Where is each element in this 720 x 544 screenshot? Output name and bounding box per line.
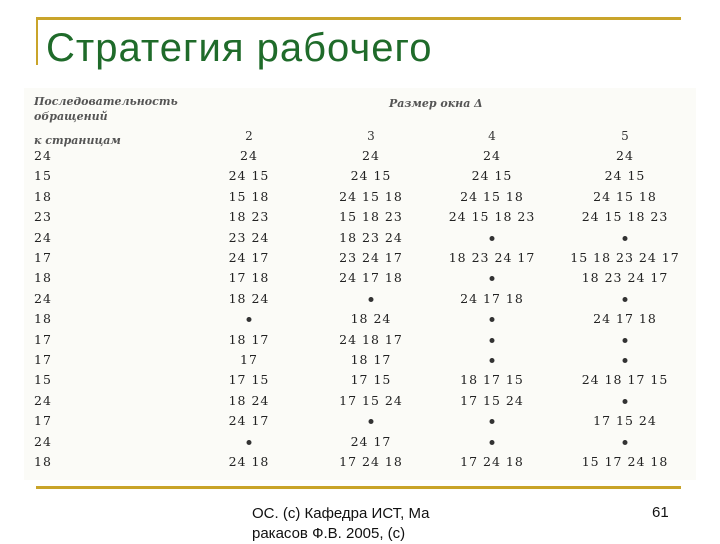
working-set-cell: 18 23 bbox=[228, 209, 270, 225]
reference-page: 15 bbox=[34, 372, 52, 388]
working-set-cell: 24 17 bbox=[350, 433, 392, 449]
reference-page: 23 bbox=[34, 209, 52, 225]
unchanged-dot bbox=[490, 440, 495, 445]
row-header-line-2: обращений bbox=[34, 110, 108, 123]
working-set-cell: 17 15 bbox=[228, 372, 270, 388]
working-set-cell: 18 23 24 17 bbox=[448, 250, 536, 265]
unchanged-dot bbox=[623, 338, 628, 343]
working-set-cell: 24 15 bbox=[604, 168, 646, 184]
unchanged-dot bbox=[490, 276, 495, 281]
reference-page: 24 bbox=[34, 290, 52, 306]
row-header-line-1: Последовательность bbox=[34, 95, 178, 108]
reference-page: 18 bbox=[34, 454, 52, 469]
reference-page: 17 bbox=[34, 250, 52, 265]
unchanged-dot bbox=[490, 419, 495, 424]
working-set-cell: 17 15 24 bbox=[460, 392, 524, 408]
left-rule bbox=[36, 17, 38, 65]
working-set-cell: 24 bbox=[483, 148, 501, 163]
working-set-cell: 24 bbox=[362, 148, 380, 163]
column-header: 4 bbox=[488, 129, 496, 143]
working-set-cell: 17 bbox=[240, 352, 258, 367]
unchanged-dot bbox=[247, 317, 252, 322]
working-set-cell: 17 15 24 bbox=[339, 392, 403, 408]
working-set-cell: 24 17 bbox=[228, 413, 270, 429]
unchanged-dot bbox=[490, 236, 495, 241]
working-set-cell: 24 18 bbox=[228, 454, 270, 469]
working-set-cell: 18 17 bbox=[228, 331, 270, 347]
working-set-cell: 18 24 bbox=[228, 392, 270, 408]
working-set-cell: 17 15 24 bbox=[593, 413, 657, 429]
working-set-cell: 24 17 18 bbox=[460, 290, 524, 306]
working-set-cell: 15 18 23 24 17 bbox=[570, 250, 680, 265]
working-set-cell: 17 24 18 bbox=[339, 454, 403, 469]
reference-page: 17 bbox=[34, 413, 52, 429]
unchanged-dot bbox=[623, 399, 628, 404]
row-header bbox=[34, 94, 178, 148]
working-set-cell: 18 24 bbox=[228, 290, 270, 306]
working-set-cell: 18 17 bbox=[350, 352, 392, 367]
reference-page: 24 bbox=[34, 148, 52, 163]
unchanged-dot bbox=[247, 440, 252, 445]
working-set-cell: 17 18 bbox=[228, 270, 270, 286]
working-set-cell: 23 24 17 bbox=[339, 250, 403, 265]
window-size-header: Размер окна Δ bbox=[389, 97, 483, 110]
reference-page: 24 bbox=[34, 392, 52, 408]
reference-page: 15 bbox=[34, 168, 52, 184]
working-set-cell: 24 18 17 15 bbox=[581, 372, 669, 388]
working-set-cell: 24 15 bbox=[471, 168, 513, 184]
reference-page: 18 bbox=[34, 270, 52, 286]
working-set-cell: 17 24 18 bbox=[460, 454, 524, 469]
reference-page: 17 bbox=[34, 331, 52, 347]
reference-page: 24 bbox=[34, 229, 52, 245]
unchanged-dot bbox=[623, 358, 628, 363]
unchanged-dot bbox=[369, 297, 374, 302]
working-set-cell: 24 18 17 bbox=[339, 331, 403, 347]
slide-title: Стратегия рабочего bbox=[46, 26, 433, 70]
working-set-cell: 18 23 24 17 bbox=[581, 270, 669, 286]
unchanged-dot bbox=[623, 236, 628, 241]
column-header: 2 bbox=[245, 129, 253, 143]
unchanged-dot bbox=[623, 440, 628, 445]
reference-page: 24 bbox=[34, 433, 52, 449]
footer-text: ОС. (с) Кафедра ИСТ, Ма ракасов Ф.В. 2005, (с) bbox=[252, 505, 430, 542]
working-set-cell: 24 bbox=[240, 148, 258, 163]
reference-page: 17 bbox=[34, 352, 52, 367]
working-set-cell: 18 17 15 bbox=[460, 372, 524, 388]
top-rule bbox=[36, 17, 681, 20]
working-set-cell: 24 17 bbox=[228, 250, 270, 265]
working-set-cell: 15 18 23 bbox=[339, 209, 403, 225]
working-set-cell: 18 23 24 bbox=[339, 229, 403, 245]
working-set-cell: 15 18 bbox=[228, 188, 270, 204]
working-set-cell: 24 15 18 bbox=[460, 188, 524, 204]
unchanged-dot bbox=[490, 338, 495, 343]
working-set-cell: 24 15 18 23 bbox=[448, 209, 536, 225]
page-number: 61 bbox=[652, 504, 669, 521]
working-set-cell: 24 15 18 23 bbox=[581, 209, 669, 225]
unchanged-dot bbox=[490, 317, 495, 322]
working-set-cell: 24 15 bbox=[228, 168, 270, 184]
unchanged-dot bbox=[623, 297, 628, 302]
scanned-table bbox=[24, 88, 696, 480]
bottom-rule bbox=[36, 486, 681, 489]
working-set-cell: 15 17 24 18 bbox=[581, 454, 669, 469]
row-header-line-3: к страницам bbox=[34, 134, 121, 147]
working-set-cell: 24 17 18 bbox=[339, 270, 403, 286]
working-set-cell: 23 24 bbox=[228, 229, 270, 245]
column-header: 3 bbox=[367, 129, 375, 143]
unchanged-dot bbox=[490, 358, 495, 363]
column-header: 5 bbox=[621, 129, 629, 143]
reference-page: 18 bbox=[34, 188, 52, 204]
working-set-cell: 24 15 18 bbox=[339, 188, 403, 204]
working-set-cell: 24 15 18 bbox=[593, 188, 657, 204]
working-set-cell: 24 bbox=[616, 148, 634, 163]
working-set-cell: 17 15 bbox=[350, 372, 392, 388]
working-set-cell: 24 15 bbox=[350, 168, 392, 184]
reference-page: 18 bbox=[34, 311, 52, 327]
working-set-cell: 24 17 18 bbox=[593, 311, 657, 327]
unchanged-dot bbox=[369, 419, 374, 424]
working-set-cell: 18 24 bbox=[350, 311, 392, 327]
